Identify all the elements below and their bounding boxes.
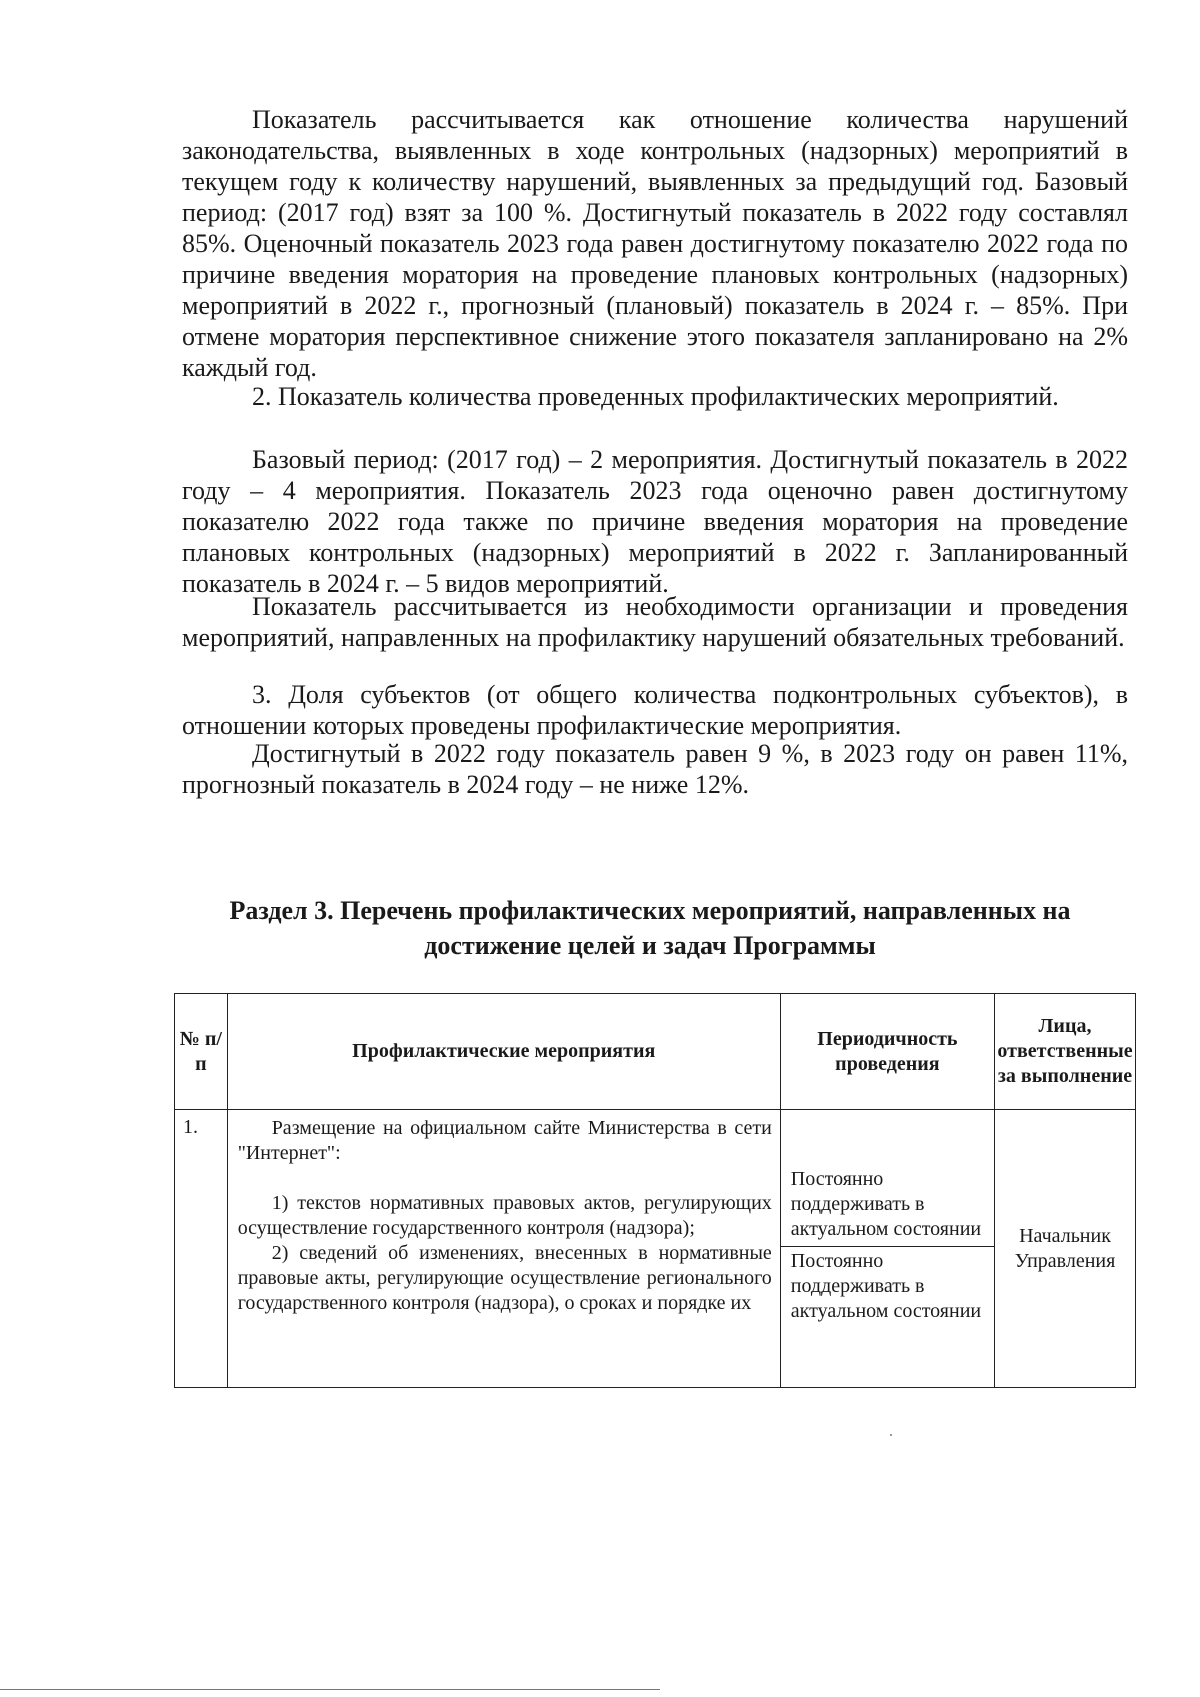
paragraph-base-period: Базовый период: (2017 год) – 2 мероприятия. Достигнутый показатель в 2022 году – 4 мероприятия. Показатель 2023 года оценочно равен достигнутому показателю 2022 года также по причине введения моратория на проведение плановых контрольных (надзорных) мероприятий в 2022 г. Запланированный показатель в 2024 г. – 5 видов мероприятий. <box>182 445 1128 598</box>
paragraph-indicator-2-title: 2. Показатель количества проведенных профилактических мероприятий. <box>252 382 1059 411</box>
paragraph-indicator-rationale: Показатель рассчитывается из необходимости организации и проведения мероприятий, направленных на профилактику нарушений обязательных требований. <box>182 592 1128 652</box>
responsible-cell: Начальник Управления <box>995 1110 1136 1388</box>
activity-intro: Размещение на официальном сайте Министерства в сети "Интернет": <box>237 1117 772 1164</box>
activity-cell <box>227 1110 780 1388</box>
header-num: № п/п <box>175 994 228 1110</box>
paragraph-achieved-indicator: Достигнутый в 2022 году показатель равен 9 %, в 2023 году он равен 11%, прогнозный показатель в 2024 году – не ниже 12%. <box>182 739 1128 799</box>
activities-table <box>174 993 1136 1388</box>
row-number: 1. <box>175 1110 228 1388</box>
paragraph-indicator-3-title: 3. Доля субъектов (от общего количества подконтрольных субъектов), в отношении которых проведены профилактические мероприятия. <box>182 680 1128 740</box>
header-periodicity: Периодичность проведения <box>780 994 994 1110</box>
periodicity-1: Постоянно поддерживать в актуальном состоянии <box>790 1168 982 1240</box>
periodicity-2: Постоянно поддерживать в актуальном состоянии <box>781 1246 994 1328</box>
activity-item-1: 1) текстов нормативных правовых актов, регулирующих осуществление государственного контроля (надзора); <box>237 1192 772 1239</box>
paragraph-indicator-calculation: Показатель рассчитывается как отношение количества нарушений законодательства, выявленных в ходе контрольных (надзорных) мероприятий в текущем году к количеству нарушений, выявленных за предыдущий год. Базовый период: (2017 год) взят за 100 %. Достигнутый показатель в 2022 году составлял 85%. Оценочный показатель 2023 года равен достигнутому показателю 2022 года по причине введения моратория на проведение плановых контрольных (надзорных) мероприятий в 2022 г., прогнозный (плановый) показатель в 2024 г. – 85%. При отмене моратория перспективное снижение этого показателя запланировано на 2% каждый год. <box>182 105 1128 382</box>
table-header-row <box>175 994 1136 1110</box>
scan-speck <box>890 1434 892 1436</box>
table-row <box>175 1110 1136 1388</box>
header-responsible: Лица, ответственные за выполнение <box>995 994 1136 1110</box>
activity-item-2: 2) сведений об изменениях, внесенных в нормативные правовые акты, регулирующие осуществление регионального государственного контроля (надзора), о сроках и порядке их <box>237 1242 772 1314</box>
section-3-heading: Раздел 3. Перечень профилактических мероприятий, направленных на достижение целей и задач Программы <box>229 896 1071 960</box>
periodicity-cell <box>780 1110 994 1388</box>
page-bottom-edge <box>0 1689 660 1690</box>
header-activity: Профилактические мероприятия <box>227 994 780 1110</box>
